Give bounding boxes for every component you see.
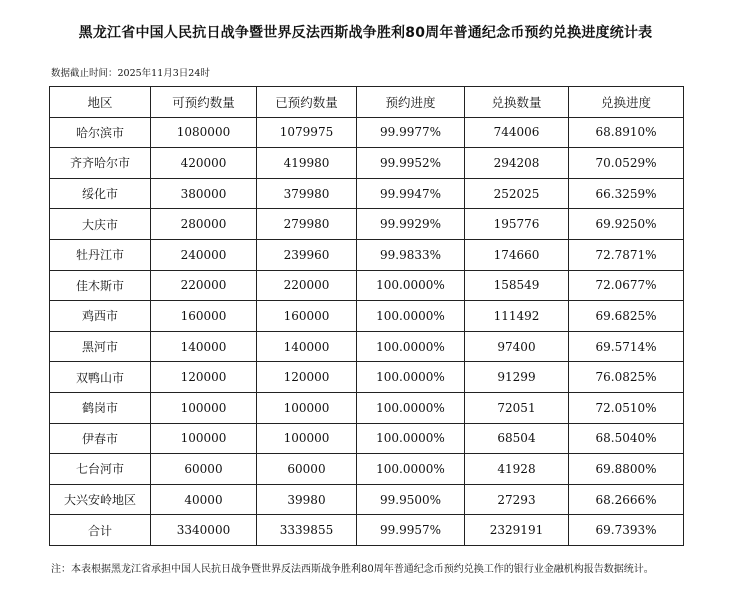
cell-exchange-progress: 72.0677% — [569, 270, 684, 301]
cell-region: 黑河市 — [50, 331, 151, 362]
cell-region: 鹤岗市 — [50, 392, 151, 423]
cell-region: 哈尔滨市 — [50, 117, 151, 148]
header-booked-quantity: 已预约数量 — [257, 87, 357, 118]
cell-booked-quantity: 100000 — [257, 392, 357, 423]
footnote: 注：本表根据黑龙江省承担中国人民抗日战争暨世界反法西斯战争胜利80周年普通纪念币预约兑换工作的银行业金融机构报告数据统计。 — [51, 564, 654, 575]
cell-available-quantity: 60000 — [151, 454, 257, 485]
cell-booking-progress: 100.0000% — [357, 362, 465, 393]
cell-exchanged-quantity: 72051 — [465, 392, 569, 423]
table-row — [50, 301, 684, 332]
cell-booked-quantity: 379980 — [257, 178, 357, 209]
cell-region: 牡丹江市 — [50, 239, 151, 270]
cell-booked-quantity: 279980 — [257, 209, 357, 240]
cell-available-quantity: 1080000 — [151, 117, 257, 148]
cell-region: 佳木斯市 — [50, 270, 151, 301]
cell-exchanged-quantity: 2329191 — [465, 515, 569, 546]
table-row — [50, 362, 684, 393]
cell-exchanged-quantity: 174660 — [465, 239, 569, 270]
cell-available-quantity: 220000 — [151, 270, 257, 301]
cell-exchanged-quantity: 91299 — [465, 362, 569, 393]
table-row — [50, 209, 684, 240]
cell-exchanged-quantity: 294208 — [465, 148, 569, 179]
cell-exchange-progress: 69.8800% — [569, 454, 684, 485]
cell-booked-quantity: 220000 — [257, 270, 357, 301]
cell-available-quantity: 380000 — [151, 178, 257, 209]
cell-available-quantity: 240000 — [151, 239, 257, 270]
cell-available-quantity: 420000 — [151, 148, 257, 179]
cell-booking-progress: 99.9500% — [357, 484, 465, 515]
cell-booking-progress: 99.9957% — [357, 515, 465, 546]
cell-exchanged-quantity: 27293 — [465, 484, 569, 515]
cell-exchange-progress: 72.7871% — [569, 239, 684, 270]
cell-region: 大庆市 — [50, 209, 151, 240]
table-row — [50, 331, 684, 362]
cell-region: 绥化市 — [50, 178, 151, 209]
data-cutoff-note: 数据截止时间：2025年11月3日24时 — [51, 68, 210, 79]
cell-exchange-progress: 68.8910% — [569, 117, 684, 148]
cell-booked-quantity: 100000 — [257, 423, 357, 454]
cell-booked-quantity: 160000 — [257, 301, 357, 332]
cell-booked-quantity: 1079975 — [257, 117, 357, 148]
table-row — [50, 117, 684, 148]
cell-available-quantity: 100000 — [151, 423, 257, 454]
cell-booked-quantity: 120000 — [257, 362, 357, 393]
table-row — [50, 392, 684, 423]
cell-booking-progress: 99.9947% — [357, 178, 465, 209]
cell-exchange-progress: 72.0510% — [569, 392, 684, 423]
cell-booking-progress: 100.0000% — [357, 423, 465, 454]
cell-exchange-progress: 76.0825% — [569, 362, 684, 393]
cell-available-quantity: 160000 — [151, 301, 257, 332]
table-row — [50, 454, 684, 485]
cell-booking-progress: 99.9952% — [357, 148, 465, 179]
cell-exchange-progress: 68.5040% — [569, 423, 684, 454]
table-row — [50, 148, 684, 179]
cell-booked-quantity: 140000 — [257, 331, 357, 362]
header-row — [50, 87, 684, 118]
table-row — [50, 423, 684, 454]
cell-exchanged-quantity: 744006 — [465, 117, 569, 148]
cell-booking-progress: 100.0000% — [357, 392, 465, 423]
cell-region: 鸡西市 — [50, 301, 151, 332]
table-row — [50, 270, 684, 301]
cell-exchanged-quantity: 97400 — [465, 331, 569, 362]
header-region: 地区 — [50, 87, 151, 118]
cell-region: 伊春市 — [50, 423, 151, 454]
cell-available-quantity: 120000 — [151, 362, 257, 393]
cell-exchanged-quantity: 195776 — [465, 209, 569, 240]
table-row — [50, 484, 684, 515]
cell-available-quantity: 40000 — [151, 484, 257, 515]
cell-booked-quantity: 419980 — [257, 148, 357, 179]
table-body — [50, 117, 684, 545]
cell-available-quantity: 100000 — [151, 392, 257, 423]
cell-region: 齐齐哈尔市 — [50, 148, 151, 179]
cell-booking-progress: 99.9833% — [357, 239, 465, 270]
cell-exchange-progress: 66.3259% — [569, 178, 684, 209]
cell-region: 七台河市 — [50, 454, 151, 485]
cell-exchange-progress: 69.5714% — [569, 331, 684, 362]
cell-booked-quantity: 39980 — [257, 484, 357, 515]
cell-exchange-progress: 68.2666% — [569, 484, 684, 515]
total-row — [50, 515, 684, 546]
cell-exchanged-quantity: 252025 — [465, 178, 569, 209]
cell-available-quantity: 3340000 — [151, 515, 257, 546]
header-available-quantity: 可预约数量 — [151, 87, 257, 118]
cell-exchange-progress: 69.6825% — [569, 301, 684, 332]
cell-region: 双鸭山市 — [50, 362, 151, 393]
statistics-table — [49, 86, 684, 546]
cell-booked-quantity: 239960 — [257, 239, 357, 270]
cell-booked-quantity: 60000 — [257, 454, 357, 485]
cell-exchanged-quantity: 158549 — [465, 270, 569, 301]
cell-region: 大兴安岭地区 — [50, 484, 151, 515]
cell-available-quantity: 140000 — [151, 331, 257, 362]
cell-booking-progress: 100.0000% — [357, 270, 465, 301]
cell-booked-quantity: 3339855 — [257, 515, 357, 546]
cell-exchanged-quantity: 68504 — [465, 423, 569, 454]
header-booking-progress: 预约进度 — [357, 87, 465, 118]
table-row — [50, 178, 684, 209]
cell-booking-progress: 100.0000% — [357, 301, 465, 332]
header-exchange-progress: 兑换进度 — [569, 87, 684, 118]
cell-region: 合计 — [50, 515, 151, 546]
page-title: 黑龙江省中国人民抗日战争暨世界反法西斯战争胜利80周年普通纪念币预约兑换进度统计表 — [78, 25, 653, 41]
cell-exchange-progress: 69.7393% — [569, 515, 684, 546]
cell-booking-progress: 100.0000% — [357, 331, 465, 362]
cell-booking-progress: 100.0000% — [357, 454, 465, 485]
cell-exchange-progress: 69.9250% — [569, 209, 684, 240]
table-header — [50, 87, 684, 118]
header-exchanged-quantity: 兑换数量 — [465, 87, 569, 118]
cell-booking-progress: 99.9929% — [357, 209, 465, 240]
cell-booking-progress: 99.9977% — [357, 117, 465, 148]
cell-exchanged-quantity: 41928 — [465, 454, 569, 485]
cell-exchange-progress: 70.0529% — [569, 148, 684, 179]
cell-exchanged-quantity: 111492 — [465, 301, 569, 332]
cell-available-quantity: 280000 — [151, 209, 257, 240]
table-row — [50, 239, 684, 270]
